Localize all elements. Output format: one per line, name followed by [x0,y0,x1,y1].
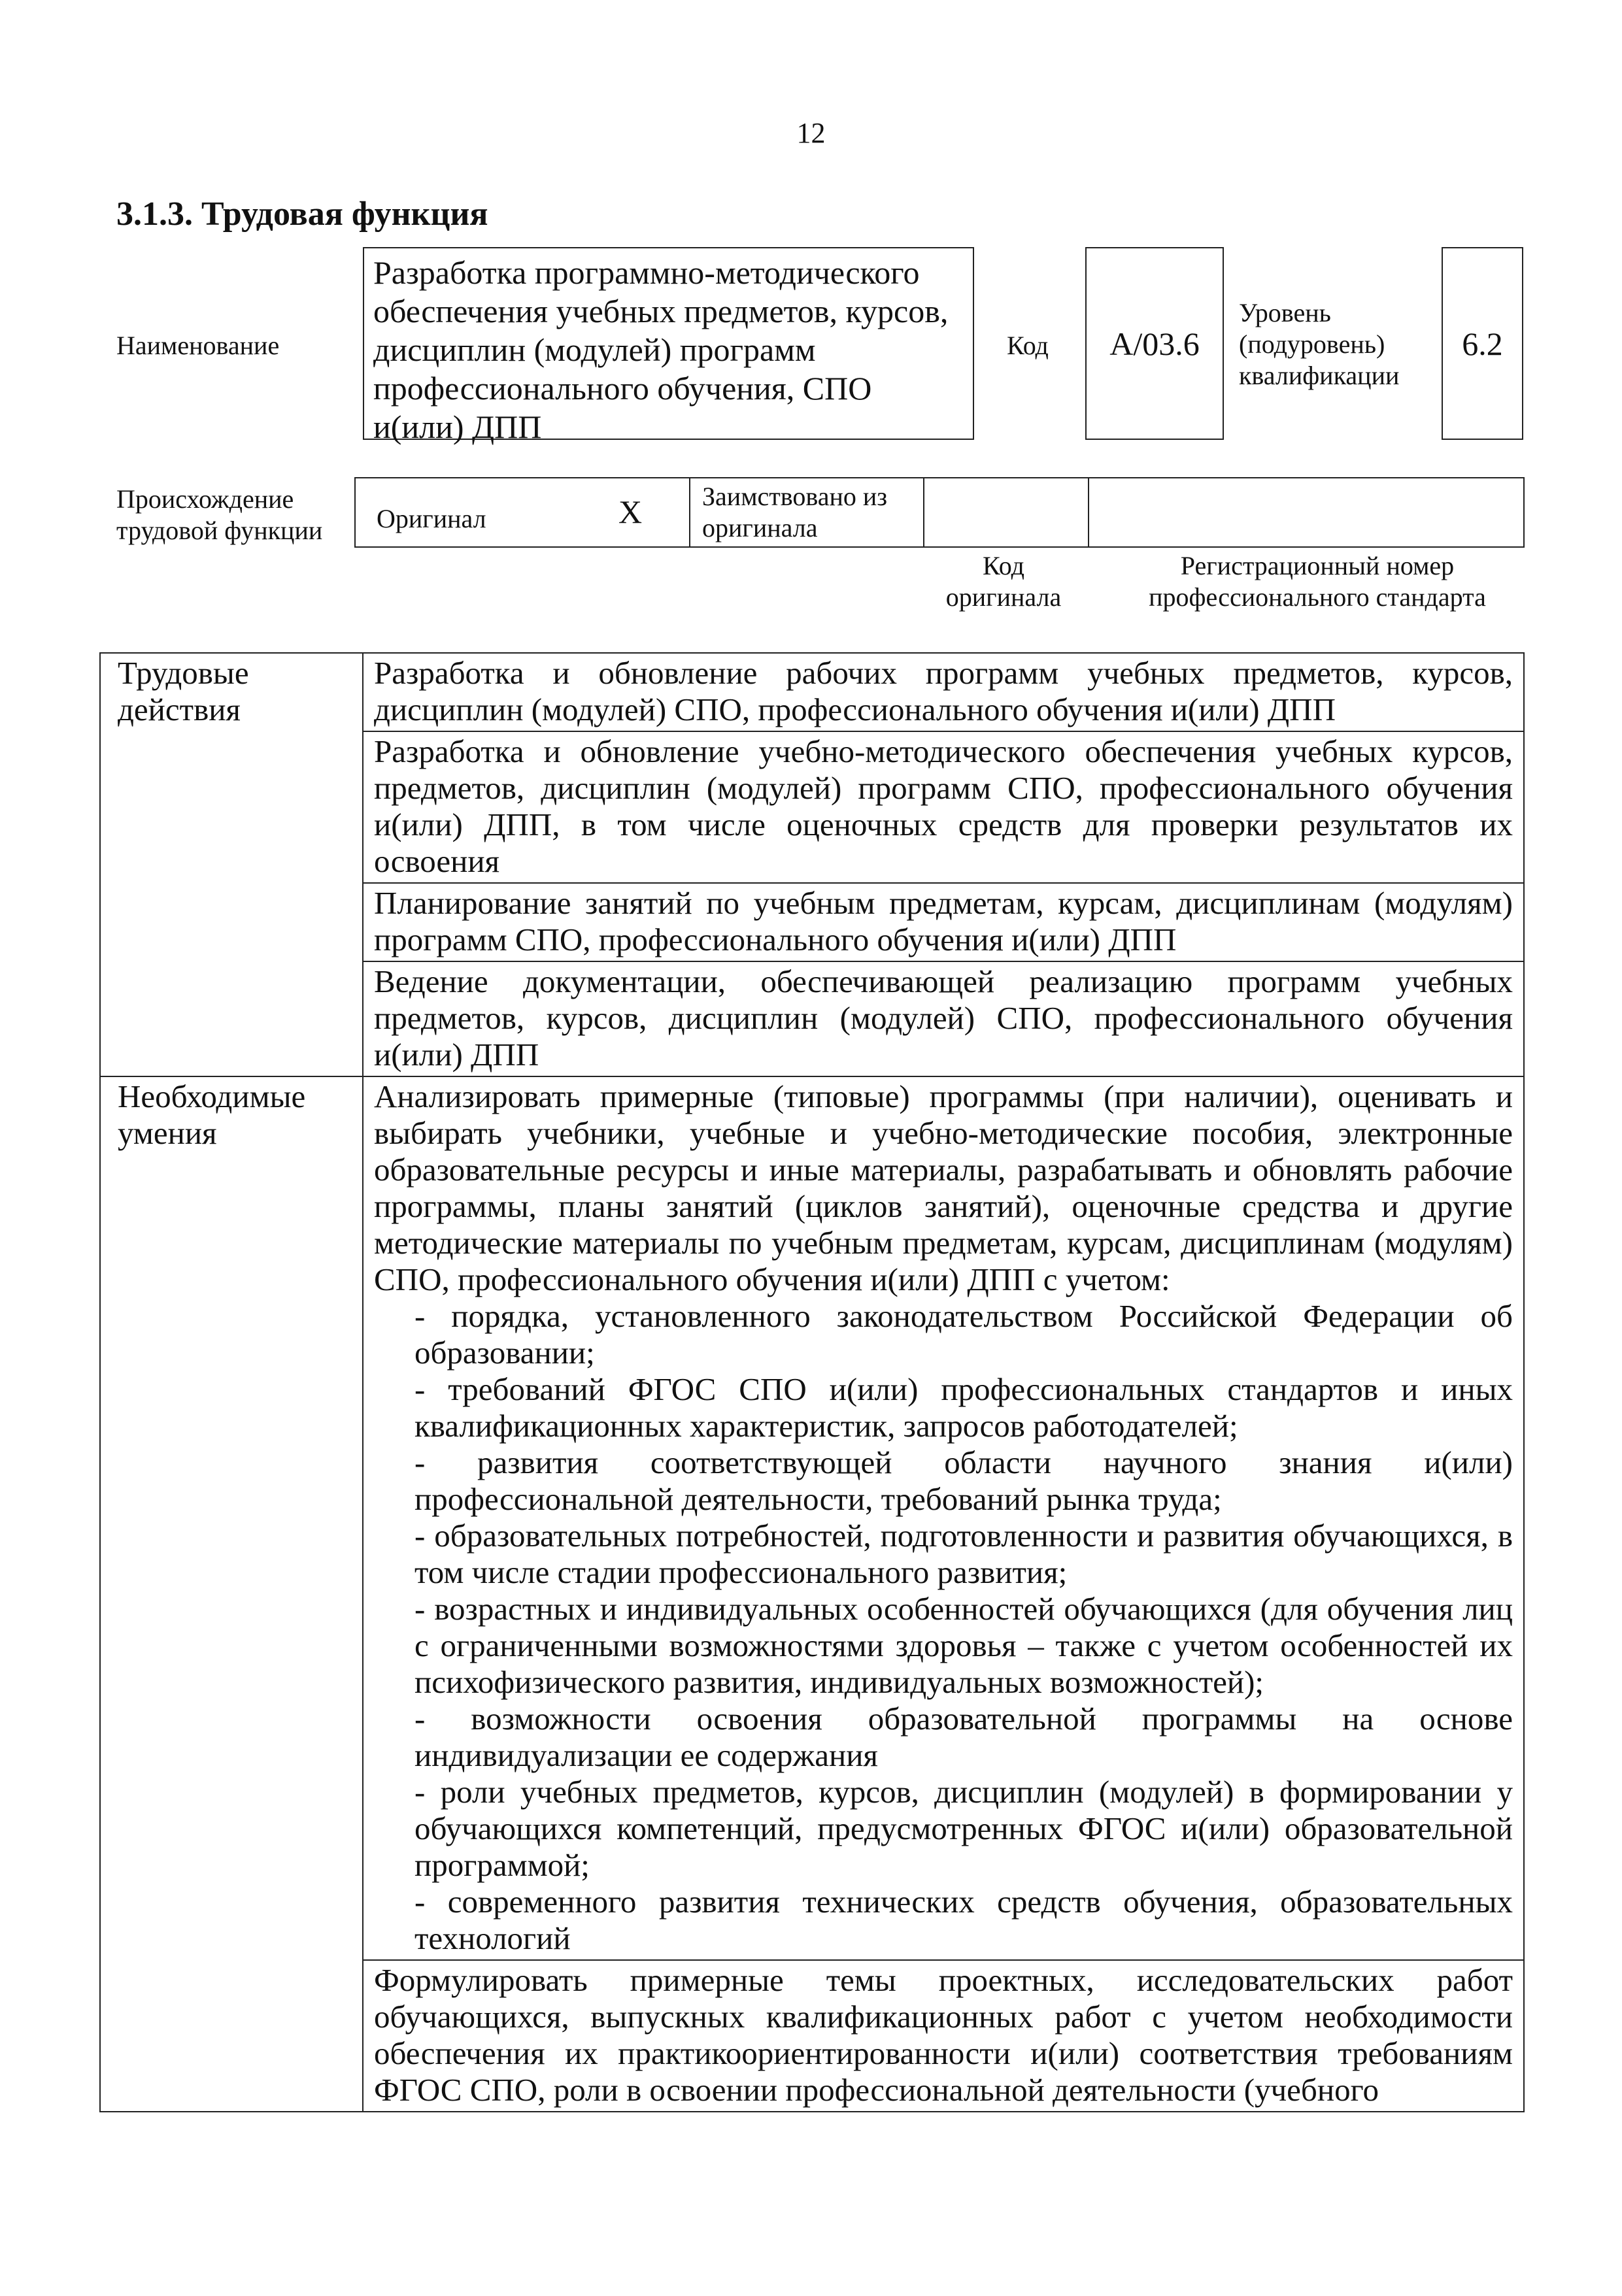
code-caption: Код оригинала [945,551,1062,612]
skill-bullet: - требований ФГОС СПО и(или) профессиональных стандартов и иных квалификационных характеристик, запросов работодателей; [414,1371,1513,1444]
reg-caption: Регистрационный номер профессионального стандарта [1149,551,1486,612]
level-value: 6.2 [1442,247,1523,440]
page-number: 12 [796,117,826,149]
original-mark: Х [618,493,643,530]
section-title: 3.1.3. Трудовая функция [116,195,488,233]
name-label: Наименование [116,331,280,360]
skill-bullet: - развития соответствующей области научного знания и(или) профессиональной деятельности, требований рынка труда; [414,1444,1513,1517]
origin-box [354,477,1525,548]
actions-label: Трудовые действия [100,653,363,1076]
skill-bullet: - возможности освоения образовательной программы на основе индивидуализации ее содержания [414,1701,1513,1773]
origin-label: Происхождение трудовой функции [116,484,323,545]
skill-bullet: - порядка, установленного законодательством Российской Федерации об образовании; [414,1298,1513,1371]
function-name: Разработка программно-методического обеспечения учебных предметов, курсов, дисциплин (модулей) программ профессионального обучения, СПО и(или) ДПП [363,247,974,440]
skill-item: Формулировать примерные темы проектных, исследовательских работ обучающихся, выпускных квалификационных работ с учетом необходимости обеспечения их практикоориентированности и(или) соответствия требованиям ФГОС СПО, роли в освоении профессиональной деятельности (учебного [363,1960,1524,2112]
original-label: Оригинал [377,504,486,533]
skill-bullet: - возрастных и индивидуальных особенностей обучающихся (для обучения лиц с ограниченными возможностями здоровья – также с учетом особенностей их психофизического развития, индивидуальных возможностей); [414,1591,1513,1700]
skill-bullet: - роли учебных предметов, курсов, дисциплин (модулей) в формировании у обучающихся компетенций, предусмотренных ФГОС и(или) образовательной программой; [414,1774,1513,1883]
action-item: Разработка и обновление рабочих программ учебных предметов, курсов, дисциплин (модулей) СПО, профессионального обучения и(или) ДПП [363,653,1524,731]
skill-item [363,1076,1524,1960]
code-value: А/03.6 [1085,247,1224,440]
code-label: Код [1007,331,1049,360]
level-label: Уровень (подуровень) квалификации [1239,298,1400,390]
skills-label: Необходимые умения [100,1076,363,2112]
skill-intro: Анализировать примерные (типовые) программы (при наличии), оценивать и выбирать учебники, учебные и учебно-методические пособия, электронные образовательные ресурсы и иные материалы, разрабатывать и обновлять рабочие программы, планы занятий (циклов занятий), оценочные средства и другие методические материалы по учебным предметам, курсам, дисциплинам (модулям) СПО, профессионального обучения и(или) ДПП с учетом: [374,1078,1513,1297]
action-item: Планирование занятий по учебным предметам, курсам, дисциплинам (модулям) программ СПО, профессионального обучения и(или) ДПП [363,883,1524,961]
skill-bullet: - современного развития технических средств обучения, образовательных технологий [414,1884,1513,1956]
action-item: Разработка и обновление учебно-методического обеспечения учебных курсов, предметов, дисциплин (модулей) программ СПО, профессионального обучения и(или) ДПП, в том числе оценочных средств для проверки результатов их освоения [363,731,1524,883]
action-item: Ведение документации, обеспечивающей реализацию программ учебных предметов, курсов, дисциплин (модулей) СПО, профессионального обучения и(или) ДПП [363,961,1524,1076]
skill-bullet: - образовательных потребностей, подготовленности и развития обучающихся, в том числе стадии профессионального развития; [414,1518,1513,1590]
requirements-table [99,652,1525,2112]
borrowed-label: Заимствовано из оригинала [702,482,888,542]
